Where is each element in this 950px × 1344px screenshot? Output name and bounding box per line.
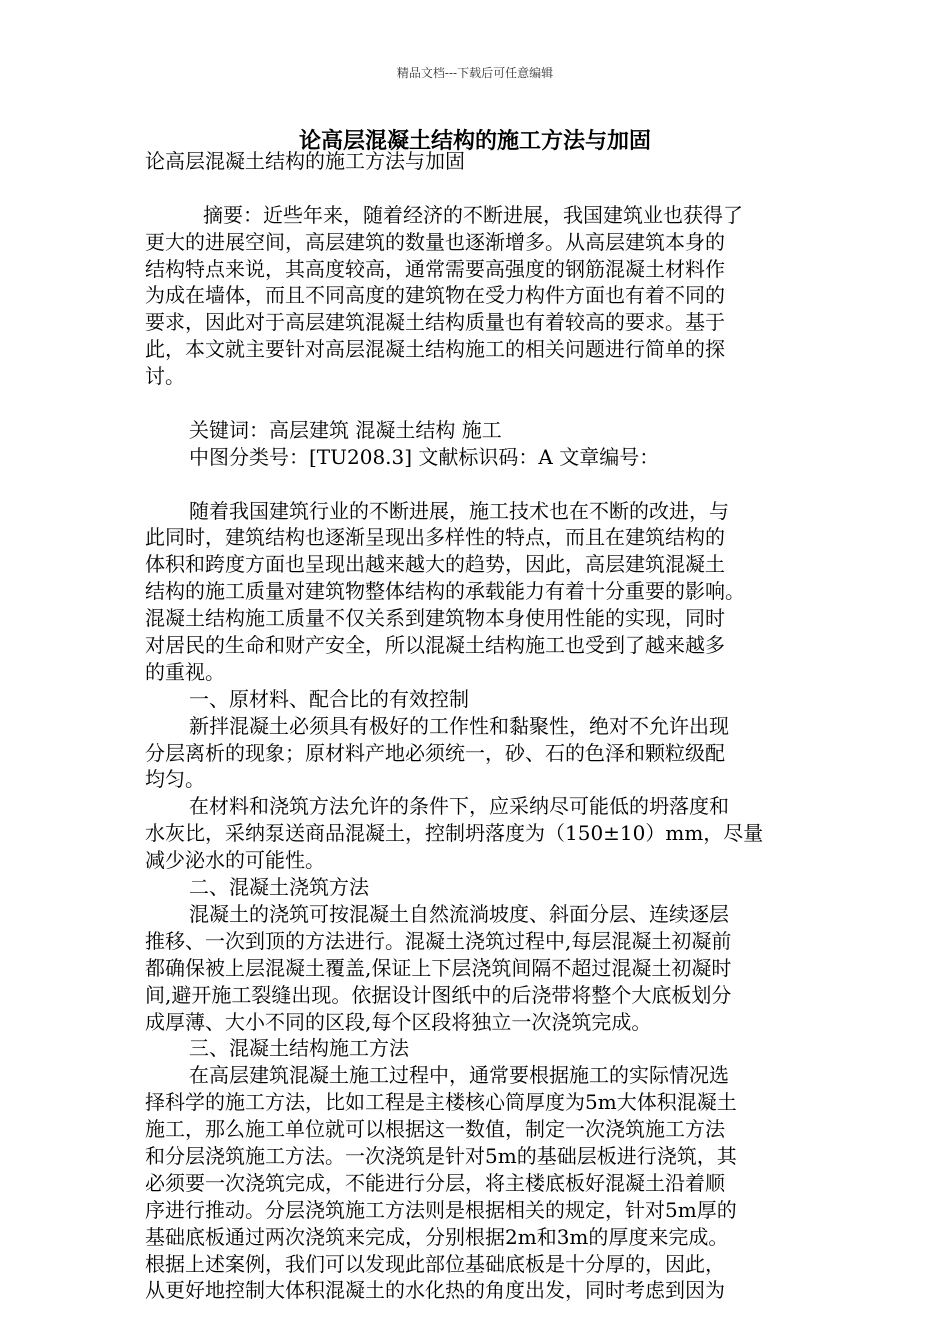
section-heading: 三、混凝土结构施工方法	[189, 1036, 409, 1061]
document-subtitle: 论高层混凝土结构的施工方法与加固	[145, 149, 465, 173]
paragraph-line: 分层离析的现象；原材料产地必须统一，砂、石的色泽和颗粒级配	[145, 740, 725, 765]
intro-line: 的重视。	[145, 659, 225, 684]
paragraph-line: 新拌混凝土必须具有极好的工作性和黏聚性，绝对不允许出现	[189, 713, 729, 738]
section-heading: 二、混凝土浇筑方法	[189, 875, 369, 900]
intro-line: 体积和跨度方面也呈现出越来越大的趋势，因此，高层建筑混凝土	[145, 552, 725, 577]
intro-line: 结构的施工质量对建筑物整体结构的承载能力有着十分重要的影响。	[145, 579, 745, 604]
intro-line: 随着我国建筑行业的不断进展，施工技术也在不断的改进，与	[189, 498, 729, 523]
spacer	[145, 390, 813, 417]
abstract-line: 此，本文就主要针对高层混凝土结构施工的相关问题进行简单的探	[145, 337, 725, 362]
paragraph-line: 基础底板通过两次浇筑来完成，分别根据2m和3m的厚度来完成。	[145, 1224, 729, 1249]
abstract-line: 更大的进展空间，高层建筑的数量也逐渐增多。从高层建筑本身的	[145, 229, 725, 254]
intro-line: 此同时，建筑结构也逐渐呈现出多样性的特点，而且在建筑结构的	[145, 525, 725, 550]
abstract-line: 结构特点来说，其高度较高，通常需要高强度的钢筋混凝土材料作	[145, 256, 725, 281]
paragraph-line: 根据上述案例，我们可以发现此部位基础底板是十分厚的，因此，	[145, 1251, 725, 1276]
paragraph-line: 必须要一次浇筑完成，不能进行分层，将主楼底板好混凝土沿着顺	[145, 1170, 725, 1195]
paragraph-line: 水灰比，采纳泵送商品混凝土，控制坍落度为（150±10）mm，尽量	[145, 821, 764, 846]
abstract-line: 讨。	[145, 364, 185, 389]
paragraph-line: 成厚薄、大小不同的区段,每个区段将独立一次浇筑完成。	[145, 1009, 652, 1034]
document-body	[145, 148, 813, 1304]
paragraph-line: 在材料和浇筑方法允许的条件下，应采纳尽可能低的坍落度和	[189, 794, 729, 819]
paragraph-line: 减少泌水的可能性。	[145, 848, 325, 873]
paragraph-line: 施工，那么施工单位就可以根据这一数值，制定一次浇筑施工方法	[145, 1117, 725, 1142]
abstract-line: 为成在墙体，而且不同高度的建筑物在受力构件方面也有着不同的	[145, 283, 725, 308]
intro-line: 对居民的生命和财产安全，所以混凝土结构施工也受到了越来越多	[145, 633, 725, 658]
paragraph-line: 从更好地控制大体积混凝土的水化热的角度出发，同时考虑到因为	[145, 1278, 725, 1303]
document-title: 论高层混凝土结构的施工方法与加固	[298, 128, 651, 154]
classification: 中图分类号：[TU208.3] 文献标识码：A 文章编号：	[189, 444, 660, 469]
spacer	[145, 175, 813, 202]
paragraph-line: 均匀。	[145, 767, 205, 792]
keywords: 关键词：高层建筑 混凝土结构 施工	[189, 417, 502, 442]
paragraph-line: 推移、一次到顶的方法进行。混凝土浇筑过程中,每层混凝土初凝前	[145, 928, 732, 953]
paragraph-line: 序进行推动。分层浇筑施工方法则是根据相关的规定，针对5m厚的	[145, 1197, 737, 1222]
intro-line: 混凝土结构施工质量不仅关系到建筑物本身使用性能的实现，同时	[145, 606, 725, 631]
page-header: 精品文档---下载后可任意编辑	[396, 66, 554, 80]
paragraph-line: 混凝土的浇筑可按混凝土自然流淌坡度、斜面分层、连续逐层	[189, 901, 729, 926]
abstract-line: 要求，因此对于高层建筑混凝土结构质量也有着较高的要求。基于	[145, 310, 725, 335]
paragraph-line: 都确保被上层混凝土覆盖,保证上下层浇筑间隔不超过混凝土初凝时	[145, 955, 732, 980]
paragraph-line: 择科学的施工方法，比如工程是主楼核心筒厚度为5m大体积混凝土	[145, 1090, 737, 1115]
paragraph-line: 和分层浇筑施工方法。一次浇筑是针对5m的基础层板进行浇筑，其	[145, 1143, 737, 1168]
paragraph-line: 在高层建筑混凝土施工过程中，通常要根据施工的实际情况选	[189, 1063, 729, 1088]
abstract-line: 摘要：近些年来，随着经济的不断进展，我国建筑业也获得了	[203, 202, 743, 227]
paragraph-line: 间,避开施工裂缝出现。依据设计图纸中的后浇带将整个大底板划分	[145, 982, 732, 1007]
spacer	[145, 471, 813, 498]
section-heading: 一、原材料、配合比的有效控制	[189, 686, 469, 711]
